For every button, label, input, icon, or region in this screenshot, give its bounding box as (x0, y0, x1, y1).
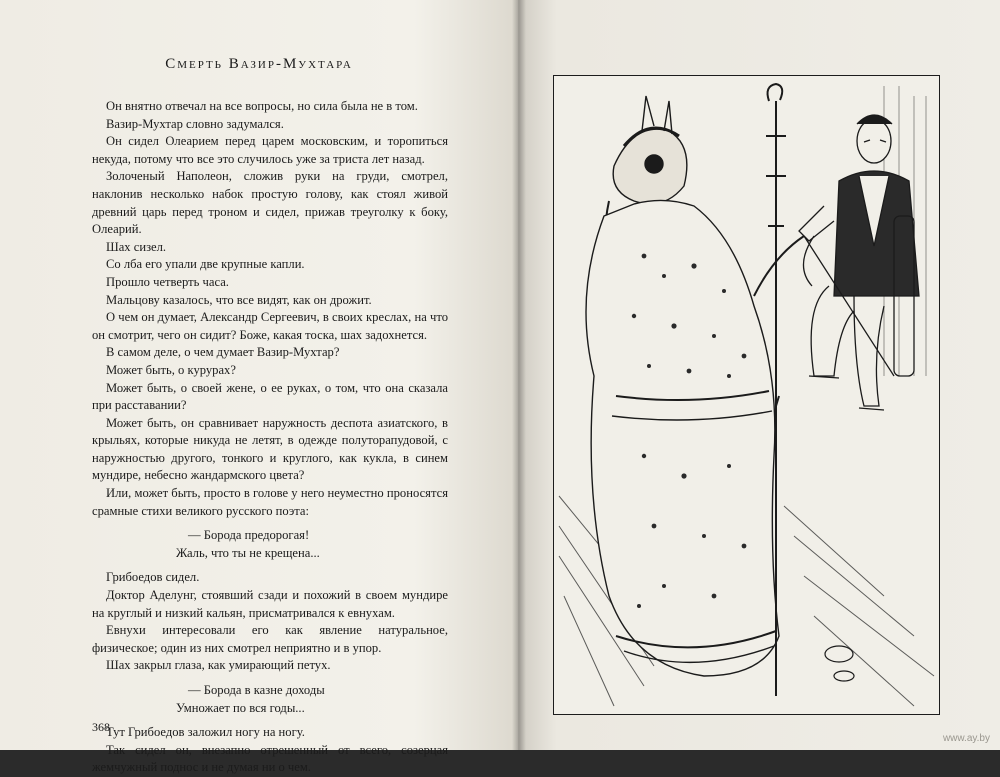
paragraph: Он сидел Олеарием перед царем московским, и торопиться некуда, потому что все это случилось уже за триста лет назад. (92, 134, 448, 166)
paragraph: Евнухи интересовали его как явление натуральное, физическое; один из них смотрел неприятно и в упор. (92, 623, 448, 655)
tray (825, 646, 854, 681)
paragraph: Прошло четверть часа. (106, 274, 229, 289)
text-block (92, 98, 448, 777)
book-gutter (512, 0, 526, 750)
verse-stanza (92, 682, 448, 717)
paragraph: Так сидел он, внезапно отрешенный от всего, созерцая жемчужный поднос и не думая ни о чем. (92, 742, 448, 775)
verse-line: Умножает по вся годы... (176, 700, 305, 715)
verse-line: Жаль, что ты не крещена... (176, 545, 320, 560)
running-head: Смерть Вазир-Мухтара (165, 56, 353, 72)
ink-drawing (554, 76, 938, 713)
paragraph: Со лба его упали две крупные капли. (106, 257, 305, 272)
illustration (553, 75, 940, 715)
paragraph: Грибоедов сидел. (106, 570, 200, 585)
verse-line: — Борода в казне доходы (188, 683, 325, 697)
paragraph: Может быть, о своей жене, о ее руках, о том, что она сказала при расставании? (92, 380, 448, 413)
paragraph: О чем он думает, Александр Сергеевич, в своих креслах, на что он смотрит, чего он сидит? Боже, какая тоска, шах задохнется. (92, 310, 448, 342)
paragraph: Мальцову казалось, что все видят, как он дрожит. (106, 292, 372, 307)
paragraph: Шах сизел. (106, 239, 167, 254)
paragraph: Тут Грибоедов заложил ногу на ногу. (106, 725, 305, 740)
paragraph: Золоченый Наполеон, сложив руки на груди, смотрел, наклонив несколько набок простую голову, как стоял живой древний царь перед троном и сидел, прижав треуголку к боку, Олеарий. (92, 169, 448, 237)
paragraph: Вазир-Мухтар словно задумался. (106, 116, 284, 131)
paragraph: Может быть, о курурах? (106, 362, 236, 377)
seated-figure (799, 115, 919, 410)
paragraph: В самом деле, о чем думает Вазир-Мухтар? (106, 345, 340, 360)
paragraph: Может быть, он сравнивает наружность деспота азиатского, в крыльях, которые никуда не летят, в одежде полуторапудовой, с наружностью другого, тонкого и круглого, как кукла, в синем мундире, небесно жандармского цвета? (92, 415, 448, 483)
verse-line: — Борода предорогая! (188, 528, 310, 543)
paragraph: Шах закрыл глаза, как умирающий петух. (106, 658, 331, 673)
page-number: 368 (92, 720, 110, 734)
standing-figure (586, 96, 804, 676)
paragraph: Он внятно отвечал на все вопросы, но сила была не в том. (106, 99, 418, 113)
verse-stanza (92, 527, 448, 562)
paragraph: Или, может быть, просто в голове у него неуместно проносятся срамные стихи великого русского поэта: (92, 486, 448, 518)
watermark: www.ay.by (942, 733, 990, 744)
paragraph: Доктор Аделунг, стоявший сзади и похожий в своем мундире на круглый и низкий кальян, присматривался к евнухам. (92, 588, 448, 620)
